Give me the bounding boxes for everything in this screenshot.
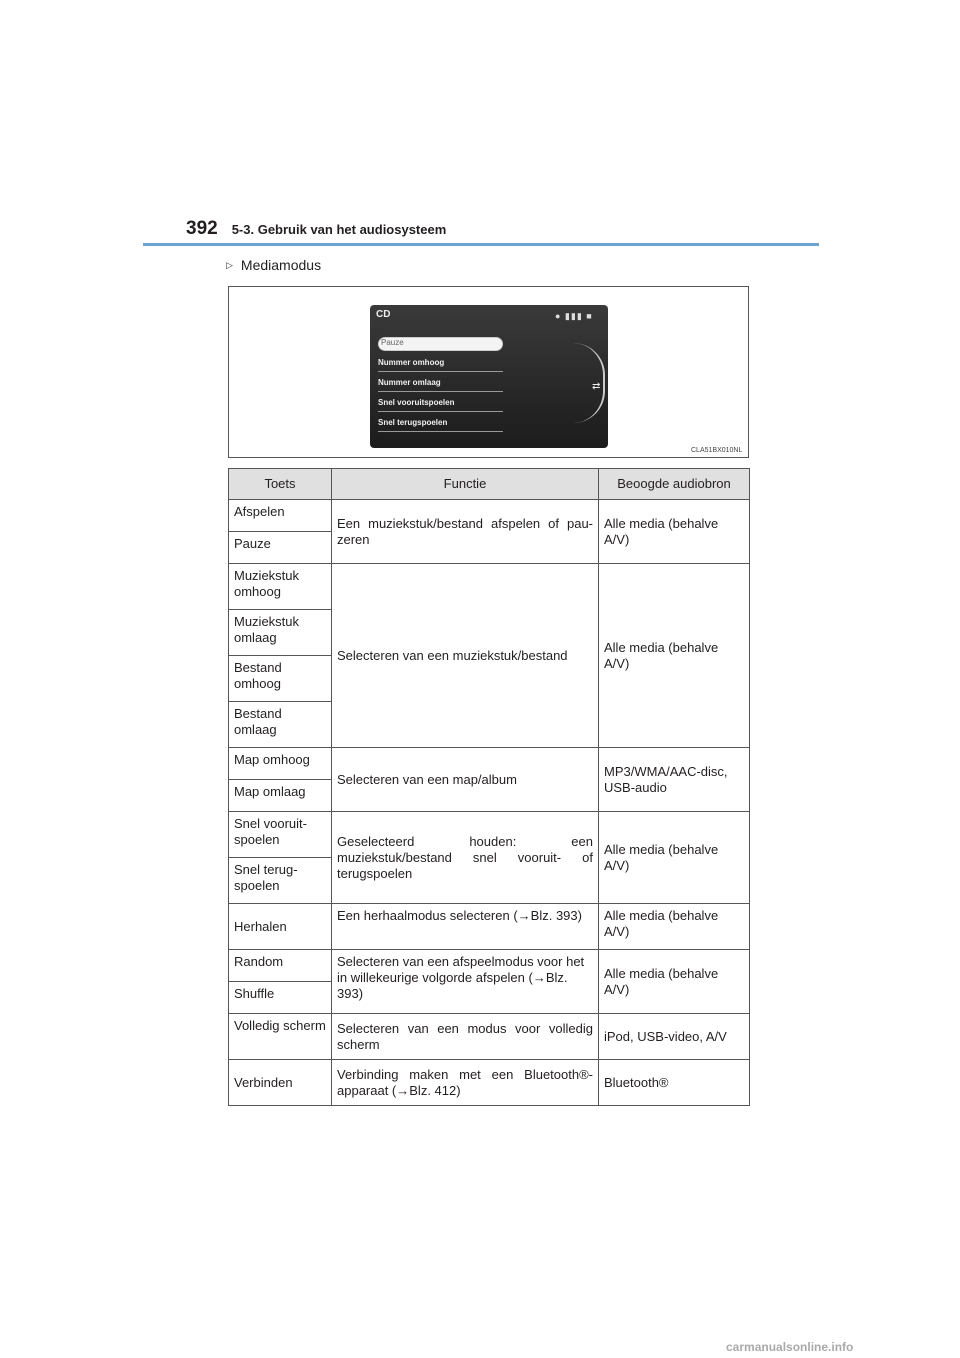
key-cell: Snel vooruit-spoelen — [229, 812, 332, 858]
source-cell: Alle media (behalve A/V) — [599, 564, 750, 748]
swap-icon: ⇄ — [592, 381, 601, 392]
menu-item-track-down: Nummer omlaag — [378, 378, 503, 392]
source-cell: MP3/WMA/AAC-disc, USB-audio — [599, 748, 750, 812]
source-cell: Alle media (behalve A/V) — [599, 904, 750, 950]
mode-heading — [226, 257, 321, 273]
page-header — [186, 218, 446, 240]
col-header-source: Beoogde audiobron — [599, 469, 750, 500]
table-header-row — [229, 469, 750, 500]
key-cell: Snel terug-spoelen — [229, 858, 332, 904]
source-cell: Bluetooth® — [599, 1060, 750, 1106]
table-row — [229, 950, 750, 982]
key-cell: Shuffle — [229, 982, 332, 1014]
screen-title: CD — [376, 309, 391, 320]
key-cell: Muziekstuk omlaag — [229, 610, 332, 656]
source-cell: iPod, USB-video, A/V — [599, 1014, 750, 1060]
function-cell: Verbinding maken met een Bluetooth®-apparaat (→Blz. 412) — [332, 1060, 599, 1106]
table-row — [229, 812, 750, 858]
function-cell: Een muziekstuk/bestand afspelen of pau-zeren — [332, 500, 599, 564]
key-cell: Verbinden — [229, 1060, 332, 1106]
source-cell: Alle media (behalve A/V) — [599, 500, 750, 564]
section-title: 5-3. Gebruik van het audiosysteem — [231, 222, 447, 237]
menu-item-track-up: Nummer omhoog — [378, 358, 503, 372]
table-row — [229, 500, 750, 532]
key-cell: Bestand omhoog — [229, 656, 332, 702]
function-cell: Selecteren van een muziekstuk/bestand — [332, 564, 599, 748]
header-rule — [143, 243, 819, 246]
function-table — [228, 468, 750, 1106]
source-cell: Alle media (behalve A/V) — [599, 812, 750, 904]
key-cell: Map omlaag — [229, 780, 332, 812]
function-cell: Selecteren van een map/album — [332, 748, 599, 812]
function-cell: Selecteren van een modus voor volledig scherm — [332, 1014, 599, 1060]
screen-figure — [228, 286, 749, 458]
table-row — [229, 1060, 750, 1106]
display-screenshot — [370, 305, 608, 448]
key-cell: Pauze — [229, 532, 332, 564]
menu-item-fast-forward: Snel vooruitspoelen — [378, 398, 503, 412]
key-cell: Volledig scherm — [229, 1014, 332, 1060]
table-row — [229, 1014, 750, 1060]
watermark: carmanualsonline.info — [726, 1340, 854, 1354]
col-header-key: Toets — [229, 469, 332, 500]
status-icons: ● ▮▮▮ ■ — [555, 311, 593, 321]
table-row — [229, 564, 750, 610]
figure-code: CLA51BX010NL — [691, 447, 743, 454]
key-cell: Herhalen — [229, 904, 332, 950]
col-header-function: Functie — [332, 469, 599, 500]
page-number: 392 — [186, 218, 218, 239]
function-cell: Een herhaalmodus selecteren (→Blz. 393) — [332, 904, 599, 950]
key-cell: Afspelen — [229, 500, 332, 532]
function-cell: Selecteren van een afspeelmodus voor het in willekeurige volgorde afspelen (→Blz. 393) — [332, 950, 599, 1014]
key-cell: Map omhoog — [229, 748, 332, 780]
table-row — [229, 748, 750, 780]
menu-item-rewind: Snel terugspoelen — [378, 418, 503, 432]
key-cell: Muziekstuk omhoog — [229, 564, 332, 610]
function-cell: Geselecteerd houden: een muziekstuk/bestand snel vooruit- of terugspoelen — [332, 812, 599, 904]
triangle-bullet-icon: ▷ — [226, 259, 233, 270]
source-cell: Alle media (behalve A/V) — [599, 950, 750, 1014]
key-cell: Bestand omlaag — [229, 702, 332, 748]
menu-item-pause: Pauze — [378, 337, 503, 351]
key-cell: Random — [229, 950, 332, 982]
mode-label: Mediamodus — [240, 257, 322, 273]
table-row — [229, 904, 750, 950]
